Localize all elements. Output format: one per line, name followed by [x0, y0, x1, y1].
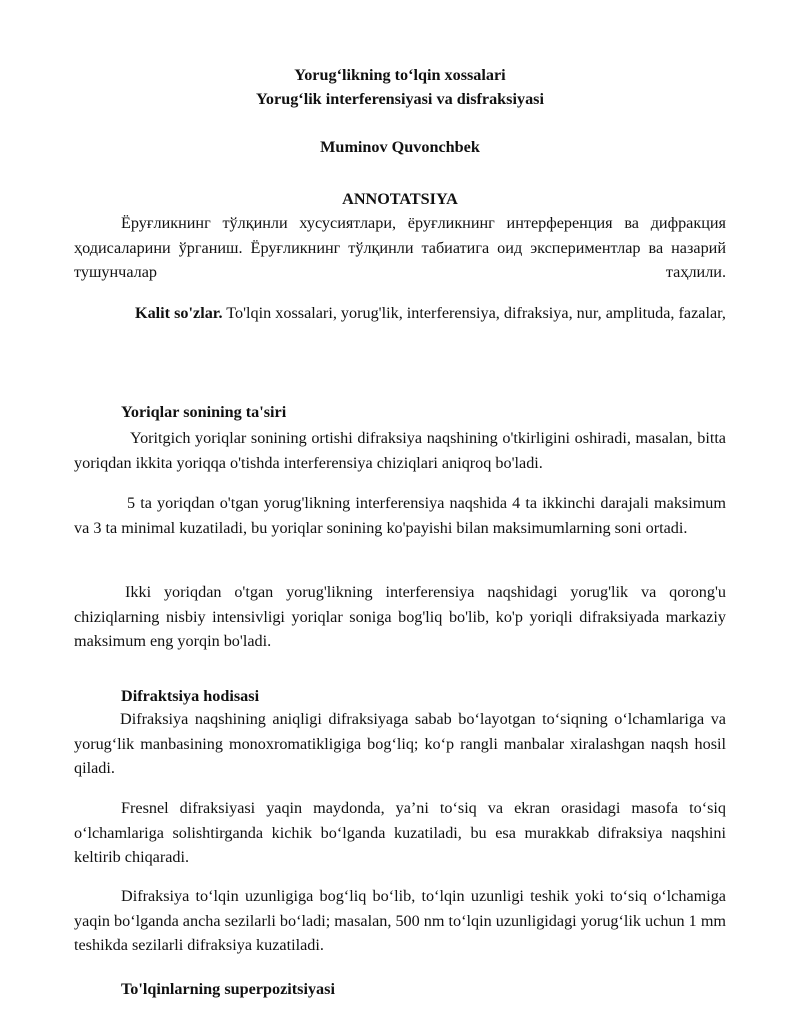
paragraph: Difraksiya naqshining aniqligi difraksiyaga sabab bo‘layotgan to‘siqning o‘lchamlariga va yorug‘lik manbasining monoxromatikligiga bog‘liq; ko‘p rangli manbalar xiralashgan naqsh hosil qiladi. [74, 710, 726, 777]
annotation-heading: ANNOTATSIYA [342, 190, 458, 208]
document-title-line-1: Yorug‘likning to‘lqin xossalari [294, 66, 506, 84]
keywords-paragraph [74, 301, 726, 326]
paragraph: 5 ta yoriqdan o'tgan yorug'likning interferensiya naqshida 4 ta ikkinchi darajali maksimum va 3 ta minimal kuzatiladi, bu yoriqlar sonining ko'payishi bilan maksimumlarning soni ortadi. [74, 494, 726, 537]
keywords-text: To'lqin xossalari, yorug'lik, interferensiya, difraksiya, nur, amplituda, fazalar, [222, 304, 726, 322]
paragraph: Yoritgich yoriqlar sonining ortishi difraksiya naqshining o'tkirligini oshiradi, masalan, bitta yoriqdan ikkita yoriqqa o'tishda interferensiya chiziqlari aniqroq bo'ladi. [74, 429, 726, 472]
author-name: Muminov Quvonchbek [320, 138, 480, 156]
section-heading-slits: Yoriqlar sonining ta'siri [121, 403, 287, 421]
document-title-line-2: Yorug‘lik interferensiyasi va disfraksiyasi [256, 90, 544, 108]
paragraph: Fresnel difraksiyasi yaqin maydonda, ya’ni to‘siq va ekran orasidagi masofa to‘siq o‘lchamlariga solishtirganda kichik bo‘lganda kuzatiladi, bu esa murakkab difraksiya naqshini keltirib chiqaradi. [74, 799, 726, 866]
paragraph: Difraksiya to‘lqin uzunligiga bog‘liq bo‘lib, to‘lqin uzunligi teshik yoki to‘siq o‘lchamiga yaqin bo‘lganda ancha sezilarli bo‘ladi; masalan, 500 nm to‘lqin uzunligidagi yorug‘lik uchun 1 mm teshikda sezilarli difraksiya kuzatiladi. [74, 887, 726, 954]
section-heading-diffraction: Difraktsiya hodisasi [121, 687, 260, 705]
annotation-paragraph: Ёруғликнинг тўлқинли хусусиятлари, ёруғликнинг интерференция ва дифракция ҳодисаларини ўрганиш. Ёруғликнинг тўлқинли табиатига оид экспериментлар ва назарий тушунчалар таҳлили. [74, 214, 726, 281]
section-heading-superposition: To'lqinlarning superpozitsiyasi [121, 980, 335, 998]
keywords-label: Kalit so'zlar. [135, 304, 223, 322]
paragraph: Ikki yoriqdan o'tgan yorug'likning interferensiya naqshidagi yorug'lik va qorong'u chiziqlarning nisbiy intensivligi yoriqlar soniga bog'liq bo'lib, ko'p yoriqli difraksiyada markaziy maksimum eng yorqin bo'ladi. [74, 583, 726, 650]
